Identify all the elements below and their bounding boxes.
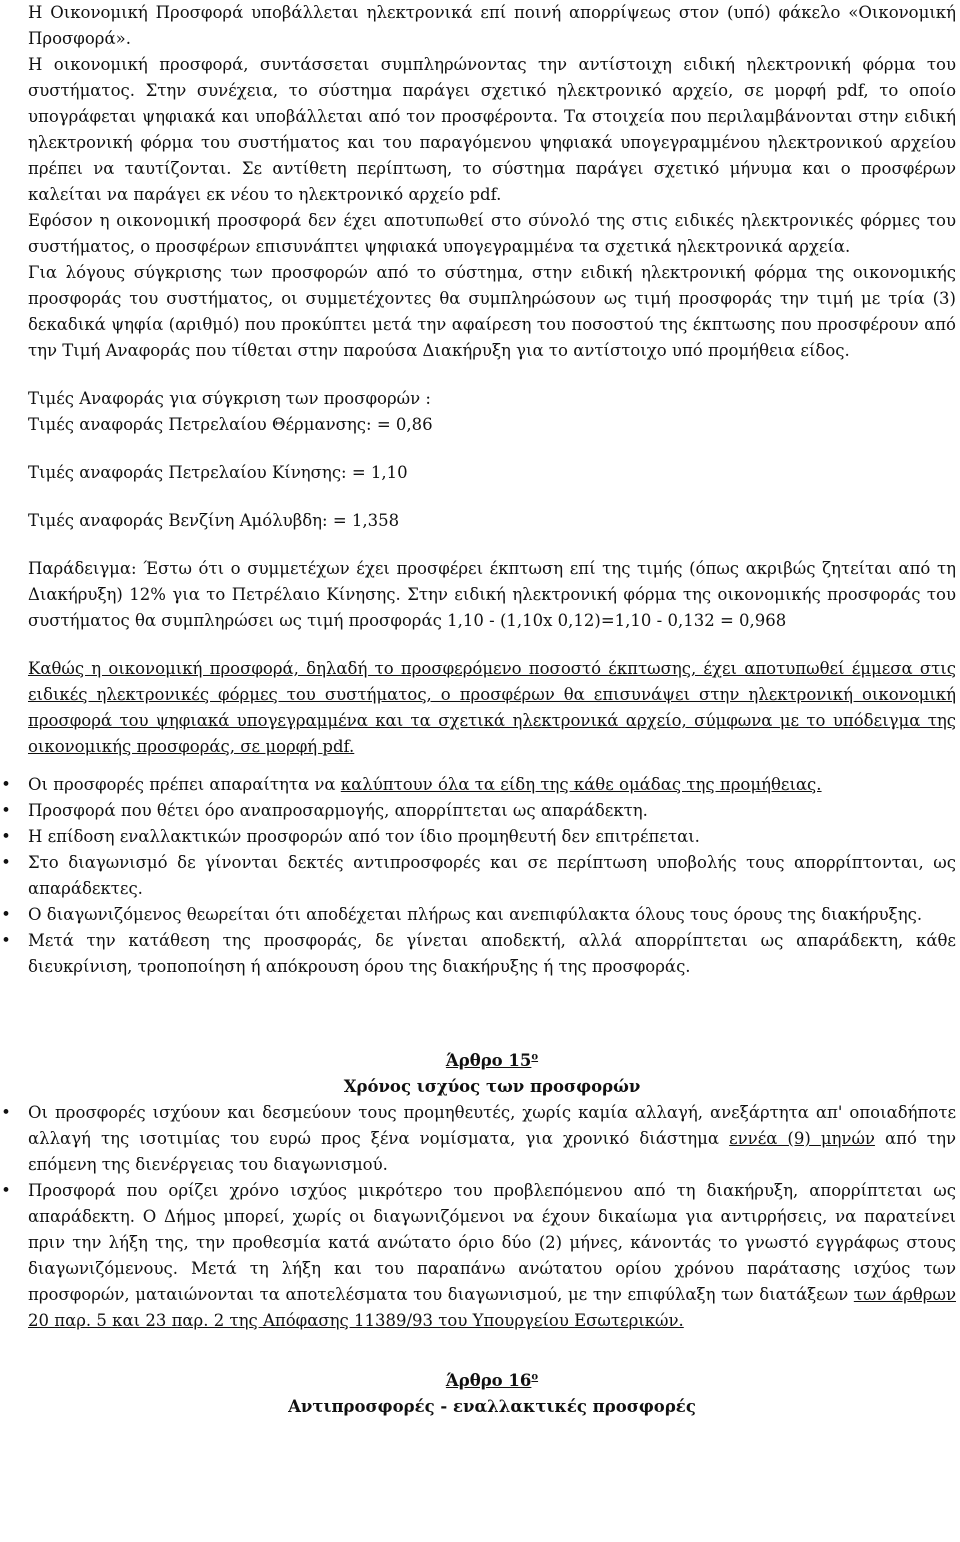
list-item: • Στο διαγωνισμό δε γίνονται δεκτές αντιπροσφορές και σε περίπτωση υποβολής τους απορρίπτονται, ως απαράδεκτες. bbox=[1, 853, 956, 898]
list-item: • Οι προσφορές πρέπει απαραίτητα να καλύπτουν όλα τα είδη της κάθε ομάδας της προμήθειας. bbox=[1, 775, 822, 794]
list-item: • Ο διαγωνιζόμενος θεωρείται ότι αποδέχεται πλήρως και ανεπιφύλακτα όλους τους όρους της διακήρυξης. bbox=[1, 905, 923, 924]
list-item: • Προσφορά που θέτει όρο αναπροσαρμογής, απορρίπτεται ως απαράδεκτη. bbox=[1, 801, 648, 820]
paragraph-indirect-offer: Καθώς η οικονομική προσφορά, δηλαδή το προσφερόμενο ποσοστό έκπτωσης, έχει αποτυπωθεί έμμεσα στις ειδικές ηλεκτρονικές φόρμες του συστήματος, ο προσφέρων θα επισυνάψει στην ηλεκτρονική οικονομική προσφορά του ψηφιακά υπογεγραμμένα και τα σχετικά ηλεκτρονικά αρχείο, σύμφωνα με το υπόδειγμα της οικονομικής προσφοράς, σε μορφή pdf. bbox=[28, 659, 956, 756]
paragraph-form: Η οικονομική προσφορά, συντάσσεται συμπληρώνοντας την αντίστοιχη ειδική ηλεκτρονική φόρμα του συστήματος. Στην συνέχεια, το σύστημα παράγει σχετικό ηλεκτρονικό αρχείο, σε μορφή pdf, το οποίο υπογράφεται ψηφιακά και υποβάλλεται από τον προσφέροντα. Τα στοιχεία που περιλαμβάνονται στην ειδική ηλεκτρονική φόρμα του συστήματος και του παραγόμενου ψηφιακά υπογεγραμμένου ηλεκτρονικού αρχείου πρέπει να ταυτίζονται. Σε αντίθετη περίπτωση, το σύστημα παράγει σχετικό μήνυμα και ο προσφέρων καλείται να παράγει εκ νέου το ηλεκτρονικό αρχείο pdf. bbox=[28, 55, 956, 204]
reference-prices-header: Τιμές Αναφοράς για σύγκριση των προσφορών : bbox=[28, 389, 431, 408]
article-16-title: Αντιπροσφορές - εναλλακτικές προσφορές bbox=[288, 1397, 696, 1416]
conditions-list bbox=[1, 772, 956, 980]
paragraph-attachments: Εφόσον η οικονομική προσφορά δεν έχει αποτυπωθεί στο σύνολό της στις ειδικές ηλεκτρονικές φόρμες του συστήματος, ο προσφέρων επισυνάπτει ψηφιακά υπογεγραμμένα τα σχετικά ηλεκτρονικά αρχεία. bbox=[28, 211, 956, 256]
paragraph-comparison: Για λόγους σύγκρισης των προσφορών από το σύστημα, στην ειδική ηλεκτρονική φόρμα της οικονομικής προσφοράς του συστήματος, οι συμμετέχοντες θα συμπληρώσουν ως τιμή προσφοράς την τιμή με τρία (3) δεκαδικά ψηφία (αριθμό) που προκύπτει μετά την αφαίρεση του ποσοστού της έκπτωσης που προσφέρουν από την Τιμή Αναφοράς που τίθεται στην παρούσα Διακήρυξη για το αντίστοιχο υπό προμήθεια είδος. bbox=[28, 263, 956, 360]
reference-price-diesel: Τιμές αναφοράς Πετρελαίου Κίνησης: = 1,10 bbox=[28, 463, 408, 482]
reference-price-unleaded: Τιμές αναφοράς Βενζίνη Αμόλυβδη: = 1,358 bbox=[28, 511, 400, 530]
list-item: • Προσφορά που ορίζει χρόνο ισχύος μικρότερο του προβλεπόμενου από τη διακήρυξη, απορρίπτεται ως απαράδεκτη. Ο Δήμος μπορεί, χωρίς οι διαγωνιζόμενοι να έχουν δικαίωμα για αντιρρήσεις, να παρατείνει πριν την λήξη της, την προθεσμία κατά ανώτατο όριο δύο (2) μήνες, κάνοντάς το γνωστό εγγράφως στους διαγωνιζόμενους. Μετά τη λήξη και του παραπάνω ανώτατου ορίου χρόνου παράτασης ισχύος των προσφορών, ματαιώνονται τα αποτελέσματα του διαγωνισμού, με την επιφύλαξη των διατάξεων των άρθρων 20 παρ. 5 και 23 παρ. 2 της Απόφασης 11389/93 του Υπουργείου Εσωτερικών. bbox=[1, 1181, 956, 1330]
article-15-title: Χρόνος ισχύος των προσφορών bbox=[343, 1077, 641, 1096]
document-page bbox=[1, 0, 956, 1420]
paragraph-example: Παράδειγμα: Έστω ότι ο συμμετέχων έχει προσφέρει έκπτωση επί της τιμής (όπως ακριβώς ζητείται από τη Διακήρυξη) 12% για το Πετρέλαιο Κίνησης. Στην ειδική ηλεκτρονική φόρμα της οικονομικής προσφοράς του συστήματος θα συμπληρώσει ως τιμή προσφοράς 1,10 - (1,10x 0,12)=1,10 - 0,132 = 0,968 bbox=[28, 559, 956, 630]
paragraph-submission: Η Οικονομική Προσφορά υποβάλλεται ηλεκτρονικά επί ποινή απορρίψεως στον (υπό) φάκελο «Οικονομική Προσφορά». bbox=[28, 3, 956, 48]
list-item: • Μετά την κατάθεση της προσφοράς, δε γίνεται αποδεκτή, αλλά απορρίπτεται ως απαράδεκτη, κάθε διευκρίνιση, τροποποίηση ή απόκρουση όρου της διακήρυξης ή της προσφοράς. bbox=[1, 931, 956, 976]
list-item: • Η επίδοση εναλλακτικών προσφορών από τον ίδιο προμηθευτή δεν επιτρέπεται. bbox=[1, 827, 700, 846]
article-15-heading: Άρθρο $15^o$ bbox=[445, 1051, 539, 1070]
list-item: • Οι προσφορές ισχύουν και δεσμεύουν τους προμηθευτές, χωρίς καμία αλλαγή, ανεξάρτητα απ' οποιαδήποτε αλλαγή της ισοτιμίας του ευρώ προς ξένα νομίσματα, για χρονικό διάστημα εννέα (9) μηνών από την επόμενη της διενέργειας του διαγωνισμού. bbox=[1, 1103, 956, 1174]
article-15-list bbox=[1, 1100, 956, 1334]
article-16-heading: Άρθρο $16^o$ bbox=[445, 1371, 539, 1390]
reference-price-heating-oil: Τιμές αναφοράς Πετρελαίου Θέρμανσης: = 0,86 bbox=[28, 415, 433, 434]
